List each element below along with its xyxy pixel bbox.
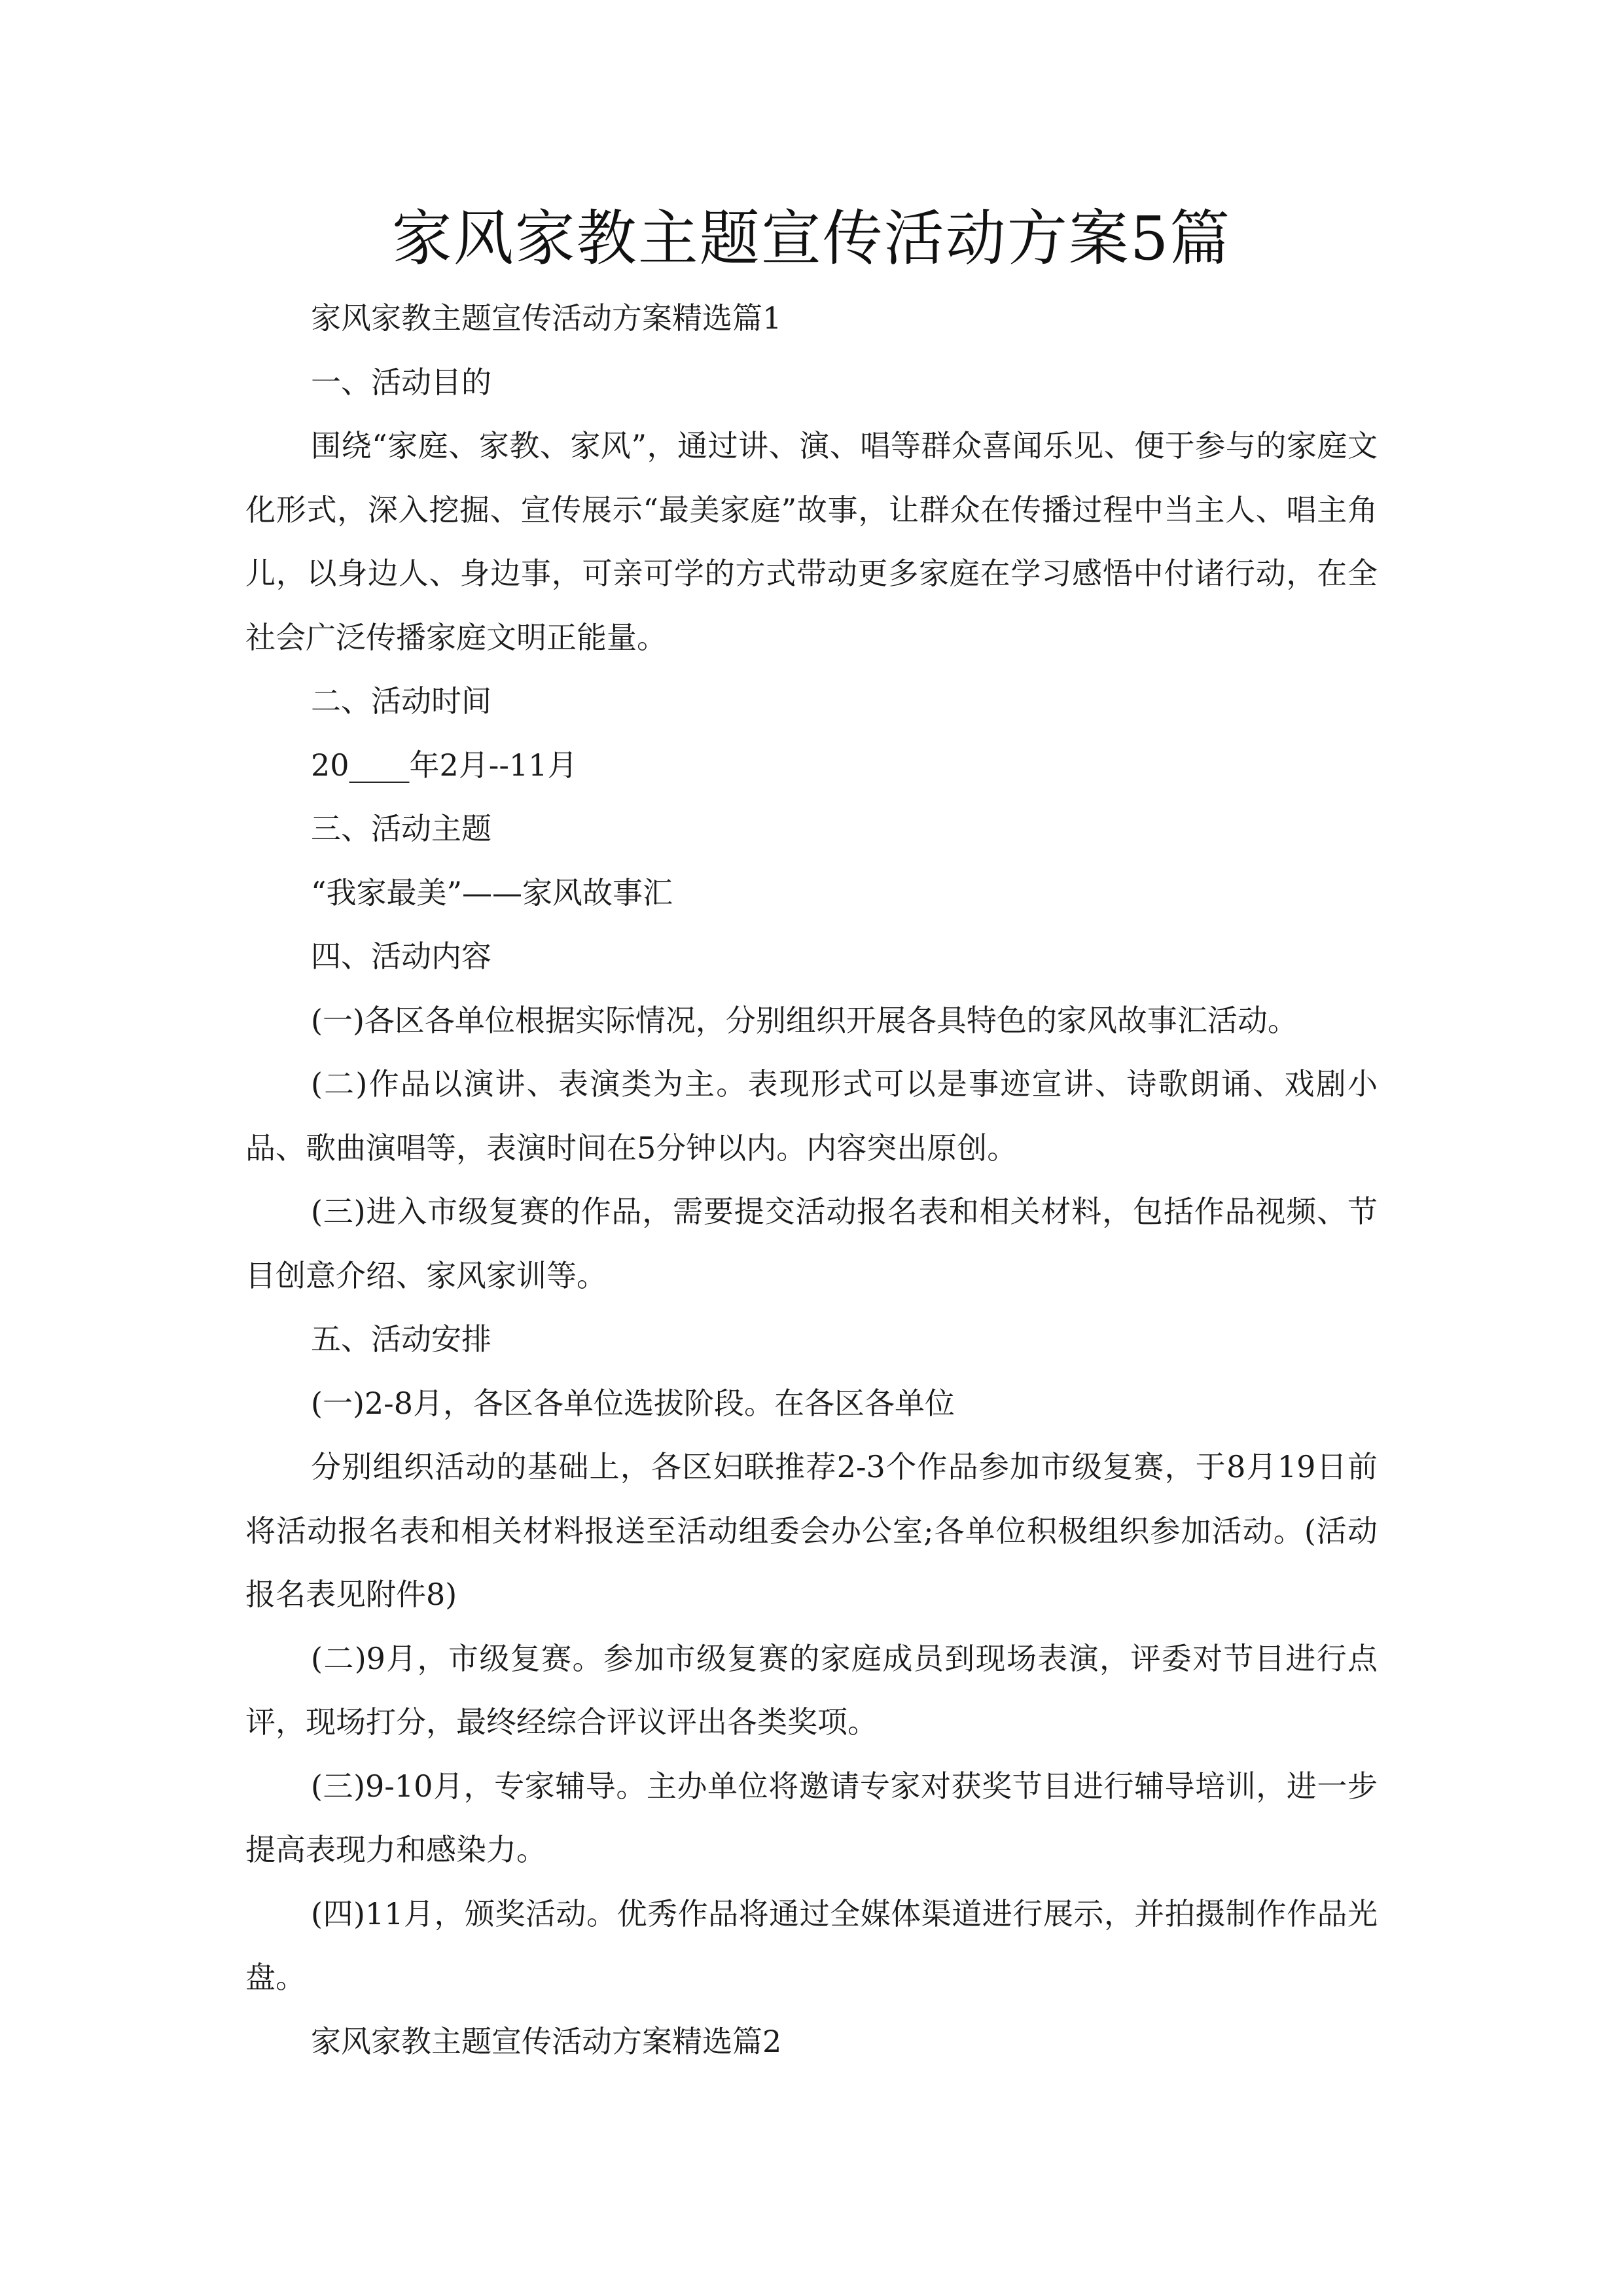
document-body bbox=[245, 287, 1378, 2073]
paragraph-heading-schedule: 五、活动安排 bbox=[311, 1321, 491, 1357]
paragraph-content-3: (三)进入市级复赛的作品，需要提交活动报名表和相关材料，包括作品视频、节目创意介绍、家风家训等。 bbox=[245, 1194, 1378, 1293]
paragraph-schedule-4: (四)11月，颁奖活动。优秀作品将通过全媒体渠道进行展示，并拍摄制作作品光盘。 bbox=[245, 1895, 1378, 1995]
paragraph-schedule-1: (一)2-8月，各区各单位选拔阶段。在各区各单位 bbox=[311, 1385, 955, 1421]
paragraph-heading-content: 四、活动内容 bbox=[311, 939, 491, 974]
paragraph-schedule-2: (二)9月，市级复赛。参加市级复赛的家庭成员到现场表演，评委对节目进行点评，现场打分，最终经综合评议评出各类奖项。 bbox=[245, 1640, 1378, 1740]
paragraph-heading-purpose: 一、活动目的 bbox=[311, 364, 491, 400]
paragraph-schedule-1-cont: 分别组织活动的基础上，各区妇联推荐2-3个作品参加市级复赛，于8月19日前将活动报名表和相关材料报送至活动组委会办公室;各单位积极组织参加活动。(活动报名表见附件8) bbox=[245, 1449, 1378, 1612]
paragraph-purpose-text: 围绕“家庭、家教、家风”，通过讲、演、唱等群众喜闻乐见、便于参与的家庭文化形式，深入挖掘、宣传展示“最美家庭”故事，让群众在传播过程中当主人、唱主角儿，以身边人、身边事，可亲可学的方式带动更多家庭在学习感悟中付诸行动，在全社会广泛传播家庭文明正能量。 bbox=[245, 428, 1378, 655]
paragraph-content-2: (二)作品以演讲、表演类为主。表现形式可以是事迹宣讲、诗歌朗诵、戏剧小品、歌曲演唱等，表演时间在5分钟以内。内容突出原创。 bbox=[245, 1066, 1378, 1166]
paragraph-heading-time: 二、活动时间 bbox=[311, 683, 491, 719]
paragraph-section-heading-1: 家风家教主题宣传活动方案精选篇1 bbox=[311, 300, 782, 336]
paragraph-content-1: (一)各区各单位根据实际情况，分别组织开展各具特色的家风故事汇活动。 bbox=[311, 1002, 1298, 1038]
document-title: 家风家教主题宣传活动方案5篇 bbox=[391, 204, 1232, 274]
paragraph-theme-text: “我家最美”——家风故事汇 bbox=[311, 874, 673, 910]
paragraph-heading-theme: 三、活动主题 bbox=[311, 811, 491, 846]
paragraph-time-text: 20____年2月--11月 bbox=[311, 747, 578, 783]
paragraph-schedule-3: (三)9-10月，专家辅导。主办单位将邀请专家对获奖节目进行辅导培训，进一步提高表现力和感染力。 bbox=[245, 1768, 1378, 1867]
paragraph-section-heading-2: 家风家教主题宣传活动方案精选篇2 bbox=[311, 2023, 782, 2059]
